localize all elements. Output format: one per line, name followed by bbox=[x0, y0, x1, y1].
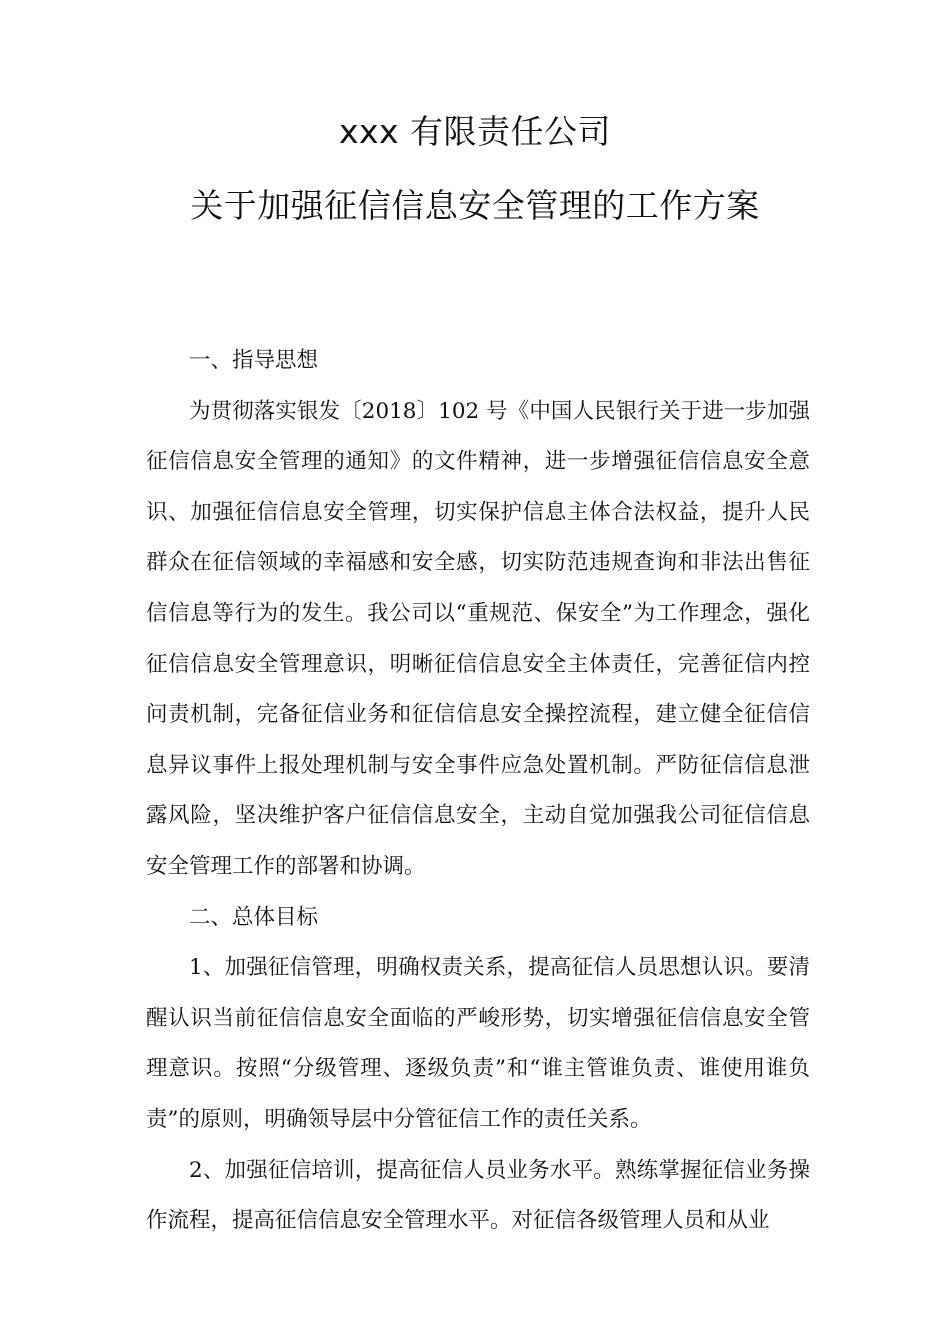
document-body bbox=[146, 336, 810, 1247]
document-title-company: xxx 有限责任公司 bbox=[338, 112, 612, 151]
body-paragraph: 为贯彻落实银发〔2018〕102 号《中国人民银行关于进一步加强征信信息安全管理的通知》的文件精神，进一步增强征信信息安全意识、加强征信信息安全管理，切实保护信息主体合法权益，提升人民群众在征信领域的幸福感和安全感，切实防范违规查询和非法出售征信信息等行为的发生。我公司以“重规范、保安全”为工作理念，强化征信信息安全管理意识，明晰征信信息安全主体责任，完善征信内控问责机制，完备征信业务和征信信息安全操控流程，建立健全征信信息异议事件上报处理机制与安全事件应急处置机制。严防征信信息泄露风险，坚决维护客户征信信息安全，主动自觉加强我公司征信信息安全管理工作的部署和协调。 bbox=[146, 398, 810, 879]
document-title-subject: 关于加强征信信息安全管理的工作方案 bbox=[190, 186, 760, 225]
section-heading: 二、总体目标 bbox=[189, 904, 319, 930]
body-paragraph: 2、加强征信培训，提高征信人员业务水平。熟练掌握征信业务操作流程，提高征信信息安全管理水平。对征信各级管理人员和从业 bbox=[146, 1157, 810, 1234]
section-heading: 一、指导思想 bbox=[189, 348, 319, 373]
body-paragraph: 1、加强征信管理，明确权责关系，提高征信人员思想认识。要清醒认识当前征信信息安全面临的严峻形势，切实增强征信信息安全管理意识。按照“分级管理、逐级负责”和“谁主管谁负责、谁使用谁负责”的原则，明确领导层中分管征信工作的责任关系。 bbox=[146, 955, 810, 1132]
